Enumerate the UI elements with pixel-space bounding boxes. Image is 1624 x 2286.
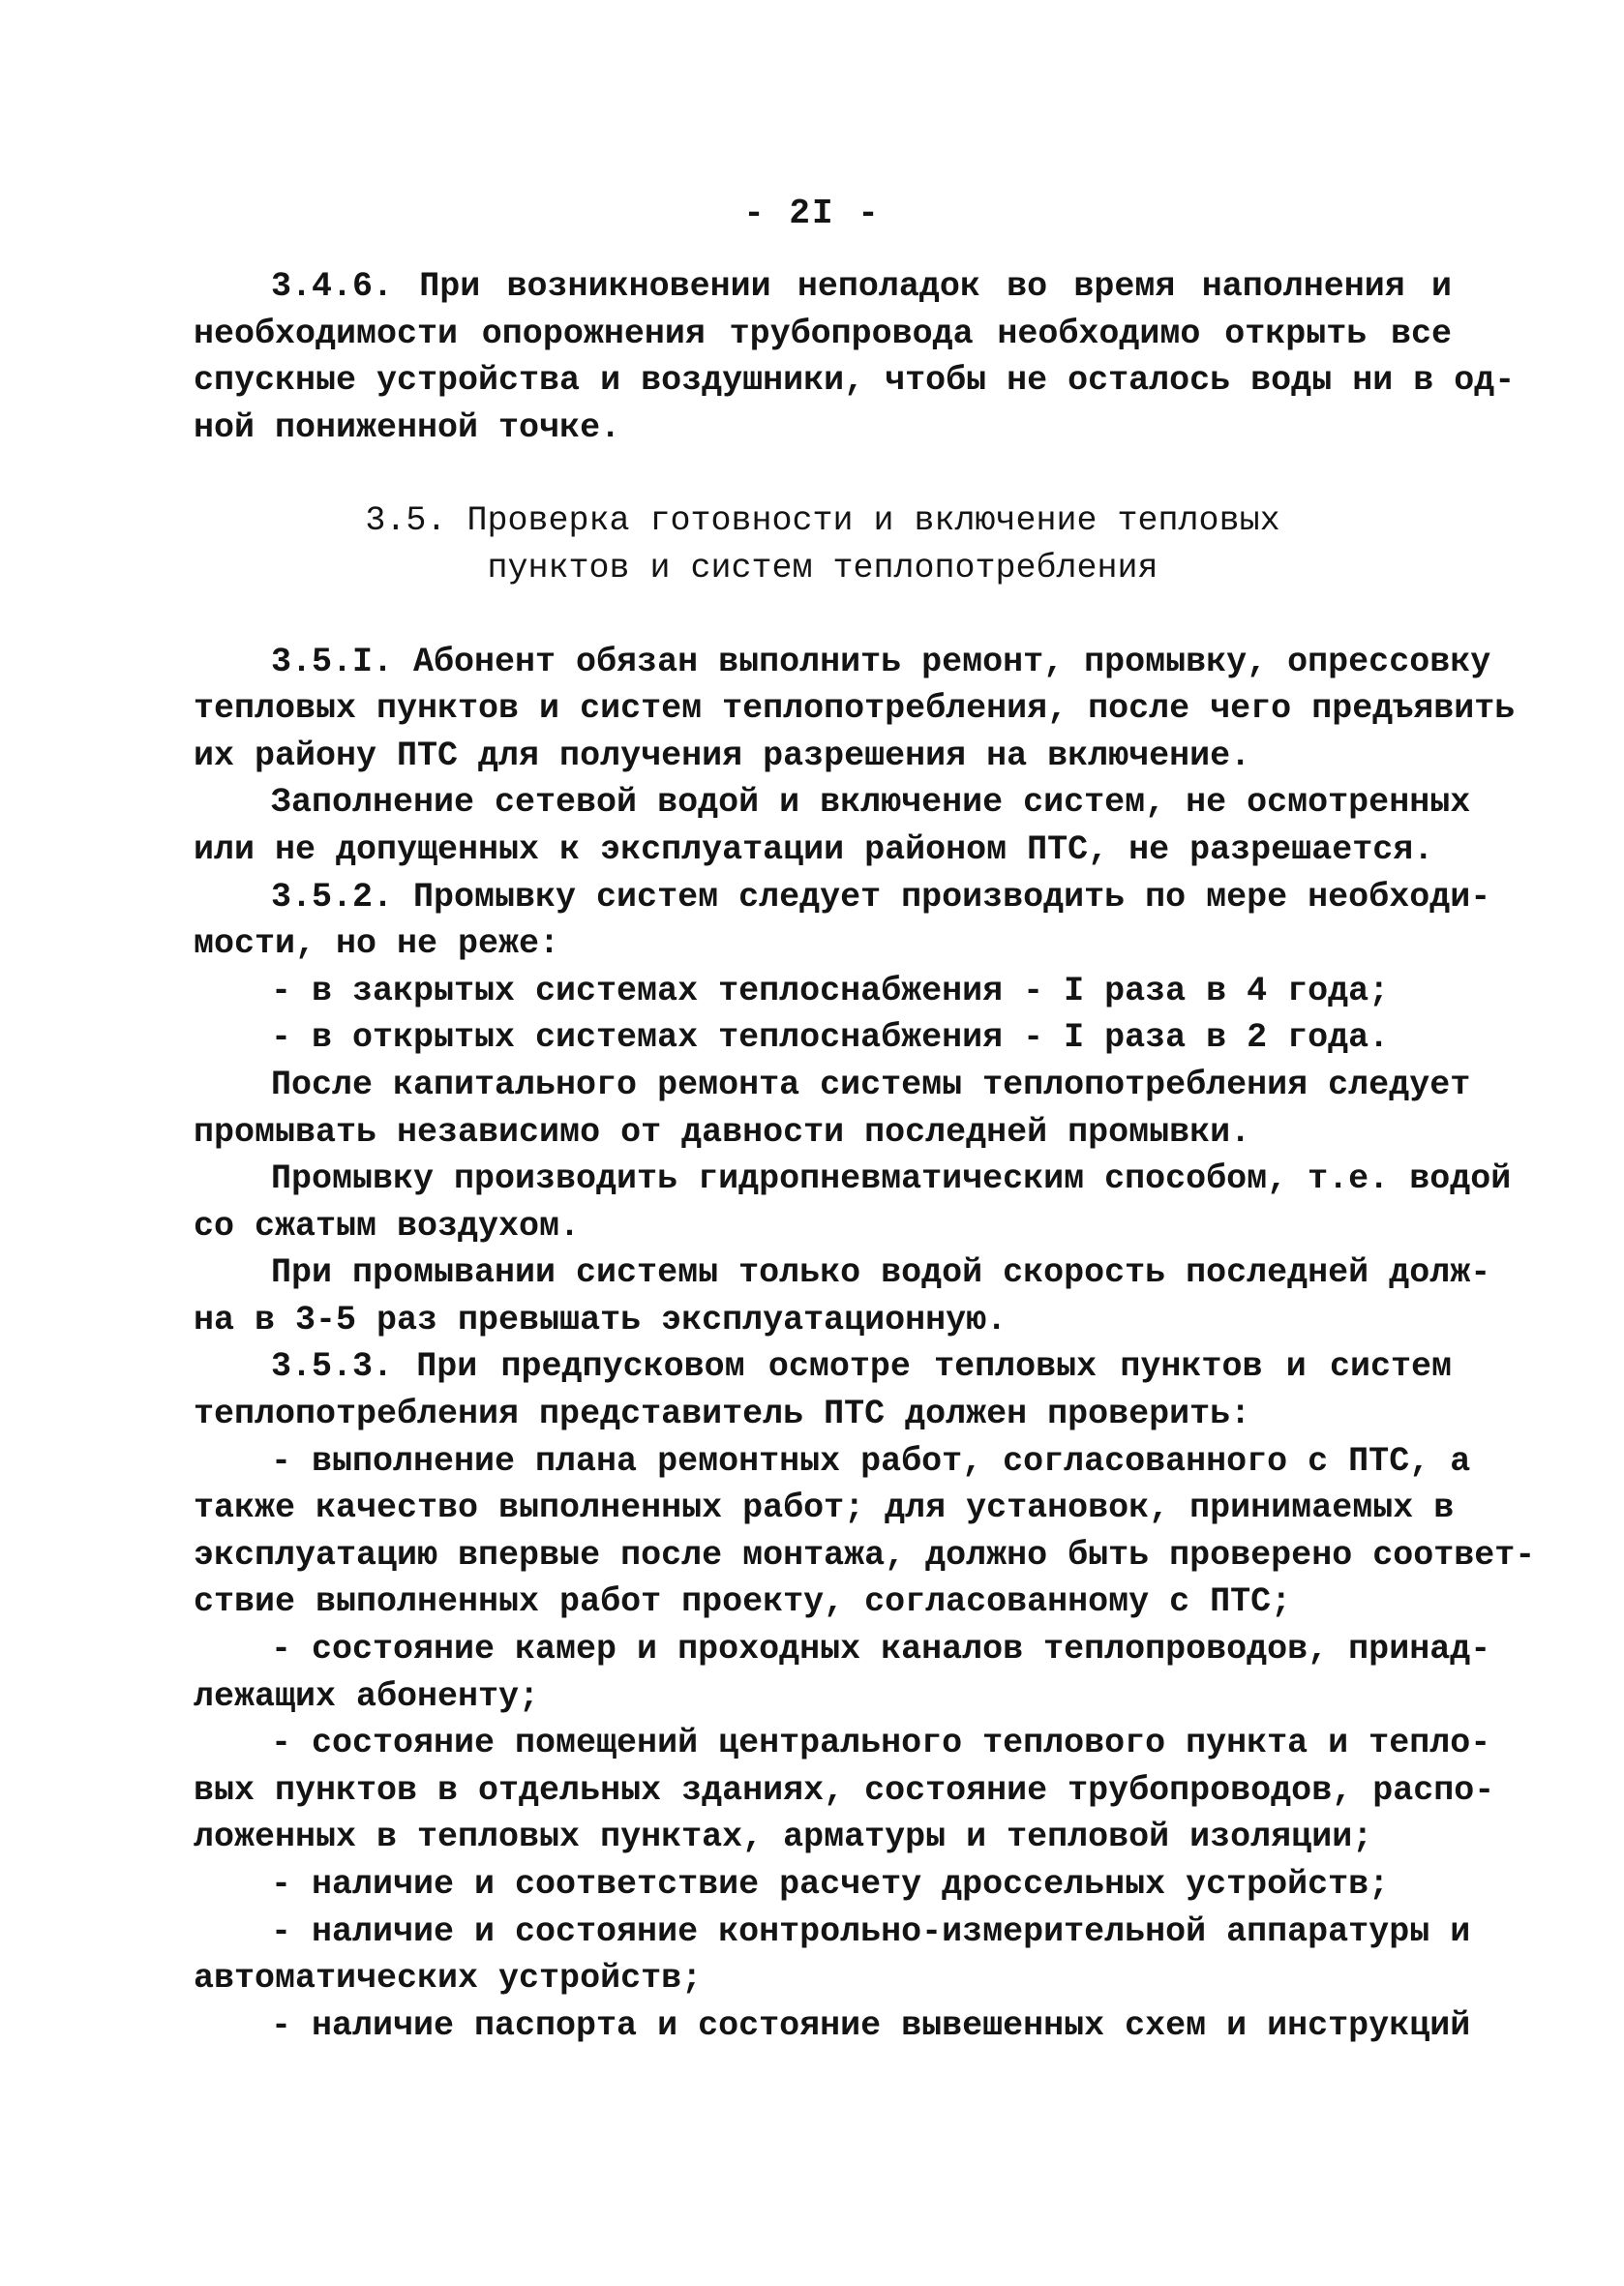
list-item: - в открытых системах теплоснабжения - I раза в 2 года. (271, 1018, 1390, 1058)
document-body (194, 263, 1536, 2049)
text-line: ной пониженной точке. (194, 407, 621, 447)
text-line: тепловых пунктов и систем теплопотребления, после чего предъявить (194, 689, 1516, 729)
text-line: на в 3-5 раз превышать эксплуатационную. (194, 1300, 1007, 1339)
text-line: 3.5.2. Промывку систем следует производить по мере необходи- (271, 877, 1491, 917)
paragraph-3-5-2 (194, 874, 1512, 1344)
text-line: или не допущенных к эксплуатации районом ПТС, не разрешается. (194, 829, 1434, 869)
heading-line: пунктов и систем теплопотребления (487, 548, 1158, 587)
text-line: 3.5.I. Абонент обязан выполнить ремонт, промывку, опрессовку (271, 642, 1491, 681)
text-line: лежащих абоненту; (194, 1676, 540, 1716)
text-line: При промывании системы только водой скорость последней долж- (271, 1253, 1491, 1293)
text-line: Заполнение сетевой водой и включение систем, не осмотренных (271, 783, 1471, 823)
text-line: Промывку производить гидропневматическим способом, т.е. водой (271, 1159, 1512, 1199)
text-line: промывать независимо от давности последней промывки. (194, 1112, 1251, 1152)
text-line: 3.5.3. При предпусковом осмотре тепловых пунктов и систем (271, 1347, 1452, 1387)
paragraph-3-4-6 (194, 263, 1516, 451)
heading-line: 3.5. Проверка готовности и включение тепловых (365, 501, 1280, 541)
page-number: - 2I - (743, 194, 881, 233)
list-item: - состояние помещений центрального теплового пункта и тепло- (271, 1724, 1491, 1763)
text-line: После капитального ремонта системы теплопотребления следует (271, 1065, 1471, 1104)
section-heading-3-5 (194, 497, 1452, 591)
text-line: спускные устройства и воздушники, чтобы не осталось воды ни в од- (194, 361, 1516, 401)
text-line: ложенных в тепловых пунктах, арматуры и тепловой изоляции; (194, 1818, 1373, 1857)
text-line: мости, но не реже: (194, 924, 560, 964)
list-item: - наличие и состояние контрольно-измерительной аппаратуры и (271, 1911, 1471, 1951)
paragraph-3-5-3 (194, 1343, 1536, 2049)
list-item: - наличие паспорта и состояние вывешенных схем и инструкций (271, 2005, 1471, 2045)
text-line: вых пунктов в отдельных зданиях, состояние трубопроводов, распо- (194, 1770, 1495, 1810)
list-item: - в закрытых системах теплоснабжения - I раза в 4 года; (271, 971, 1390, 1010)
text-line: также качество выполненных работ; для установок, принимаемых в (194, 1489, 1455, 1528)
text-line: 3.4.6. При возникновении неполадок во время наполнения и (271, 267, 1452, 306)
text-line: ствие выполненных работ проекту, согласованному с ПТС; (194, 1582, 1292, 1622)
text-line: со сжатым воздухом. (194, 1206, 581, 1246)
list-item: - наличие и соответствие расчету дроссельных устройств; (271, 1865, 1390, 1904)
text-line: необходимости опорожнения трубопровода необходимо открыть все (194, 314, 1452, 353)
text-line: теплопотребления представитель ПТС должен проверить: (194, 1395, 1251, 1434)
text-line: их району ПТС для получения разрешения на включение. (194, 736, 1251, 775)
text-line: автоматических устройств; (194, 1959, 703, 1999)
paragraph-3-5-1 (194, 639, 1516, 874)
list-item: - выполнение плана ремонтных работ, согласованного с ПТС, а (271, 1441, 1471, 1481)
list-item: - состояние камер и проходных каналов теплопроводов, принад- (271, 1630, 1491, 1669)
text-line: эксплуатацию впервые после монтажа, должно быть проверено соответ- (194, 1535, 1536, 1575)
